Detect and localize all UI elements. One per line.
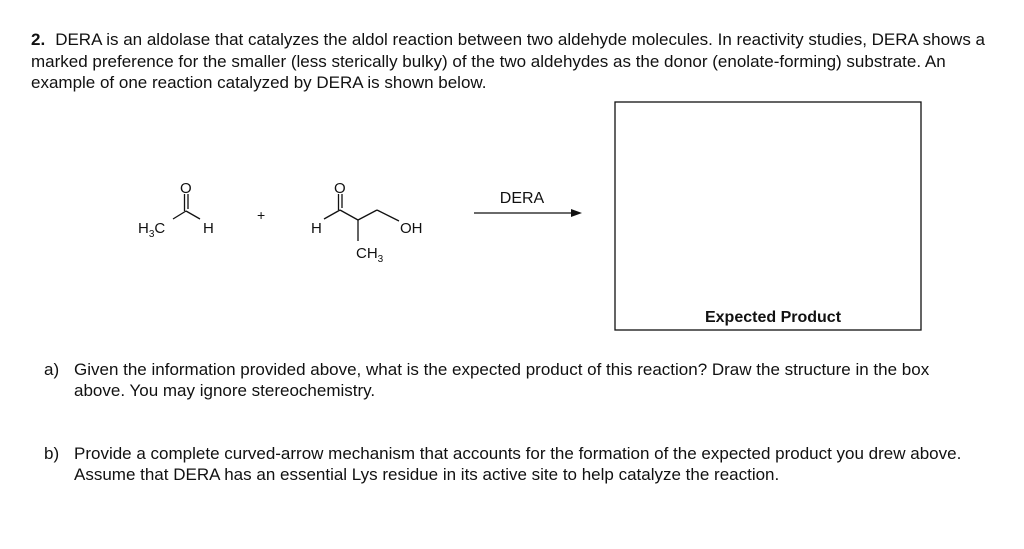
reactant-hydroxy-aldehyde xyxy=(311,180,423,265)
reagent-label: DERA xyxy=(499,190,545,207)
reactant-acetaldehyde xyxy=(138,180,214,240)
oxygen-label: O xyxy=(334,180,346,197)
hydrogen-label: H xyxy=(203,220,214,237)
part-a-label: a) xyxy=(44,360,60,379)
oxygen-label: O xyxy=(180,180,192,197)
bond-alpha-ch2 xyxy=(358,210,377,220)
plus-sign: + xyxy=(257,207,266,223)
part-b-text: Provide a complete curved-arrow mechanism that accounts for the formation of the expected product you drew above. Assume that DERA has an essential Lys residue in its active site to help catalyze the reaction. xyxy=(74,444,962,484)
part-a-text: Given the information provided above, what is the expected product of this reaction? Draw the structure in the box above. You may ignore stereochemistry. xyxy=(74,360,930,400)
methyl-label: $H_3C$ xyxy=(138,220,166,240)
expected-product-box[interactable] xyxy=(615,102,921,330)
part-a xyxy=(44,359,984,401)
bond-h3c-carbonyl xyxy=(173,211,186,219)
reaction-arrow xyxy=(474,190,582,217)
hydrogen-label: H xyxy=(311,220,322,237)
methyl-label: $CH_3$ xyxy=(356,245,384,265)
bond-ch2-oh xyxy=(377,210,399,221)
bond-carbonyl-h xyxy=(186,211,200,219)
product-box-label: Expected Product xyxy=(704,309,842,326)
bond-h-carbonyl xyxy=(324,210,340,219)
question-text: DERA is an aldolase that catalyzes the aldol reaction between two aldehyde molecules. In reactivity studies, DERA shows a marked preference for the smaller (less sterically bulky) of the two aldehydes as the donor (enolate-forming) substrate. An example of one reaction catalyzed by DERA is shown below. xyxy=(31,30,986,92)
part-b xyxy=(44,443,984,485)
hydroxyl-label: OH xyxy=(400,220,423,237)
question-number: 2. xyxy=(31,30,46,49)
bond-carbonyl-alpha xyxy=(340,210,358,220)
product-box-border xyxy=(615,102,921,330)
part-b-label: b) xyxy=(44,444,60,463)
arrowhead xyxy=(571,209,582,217)
